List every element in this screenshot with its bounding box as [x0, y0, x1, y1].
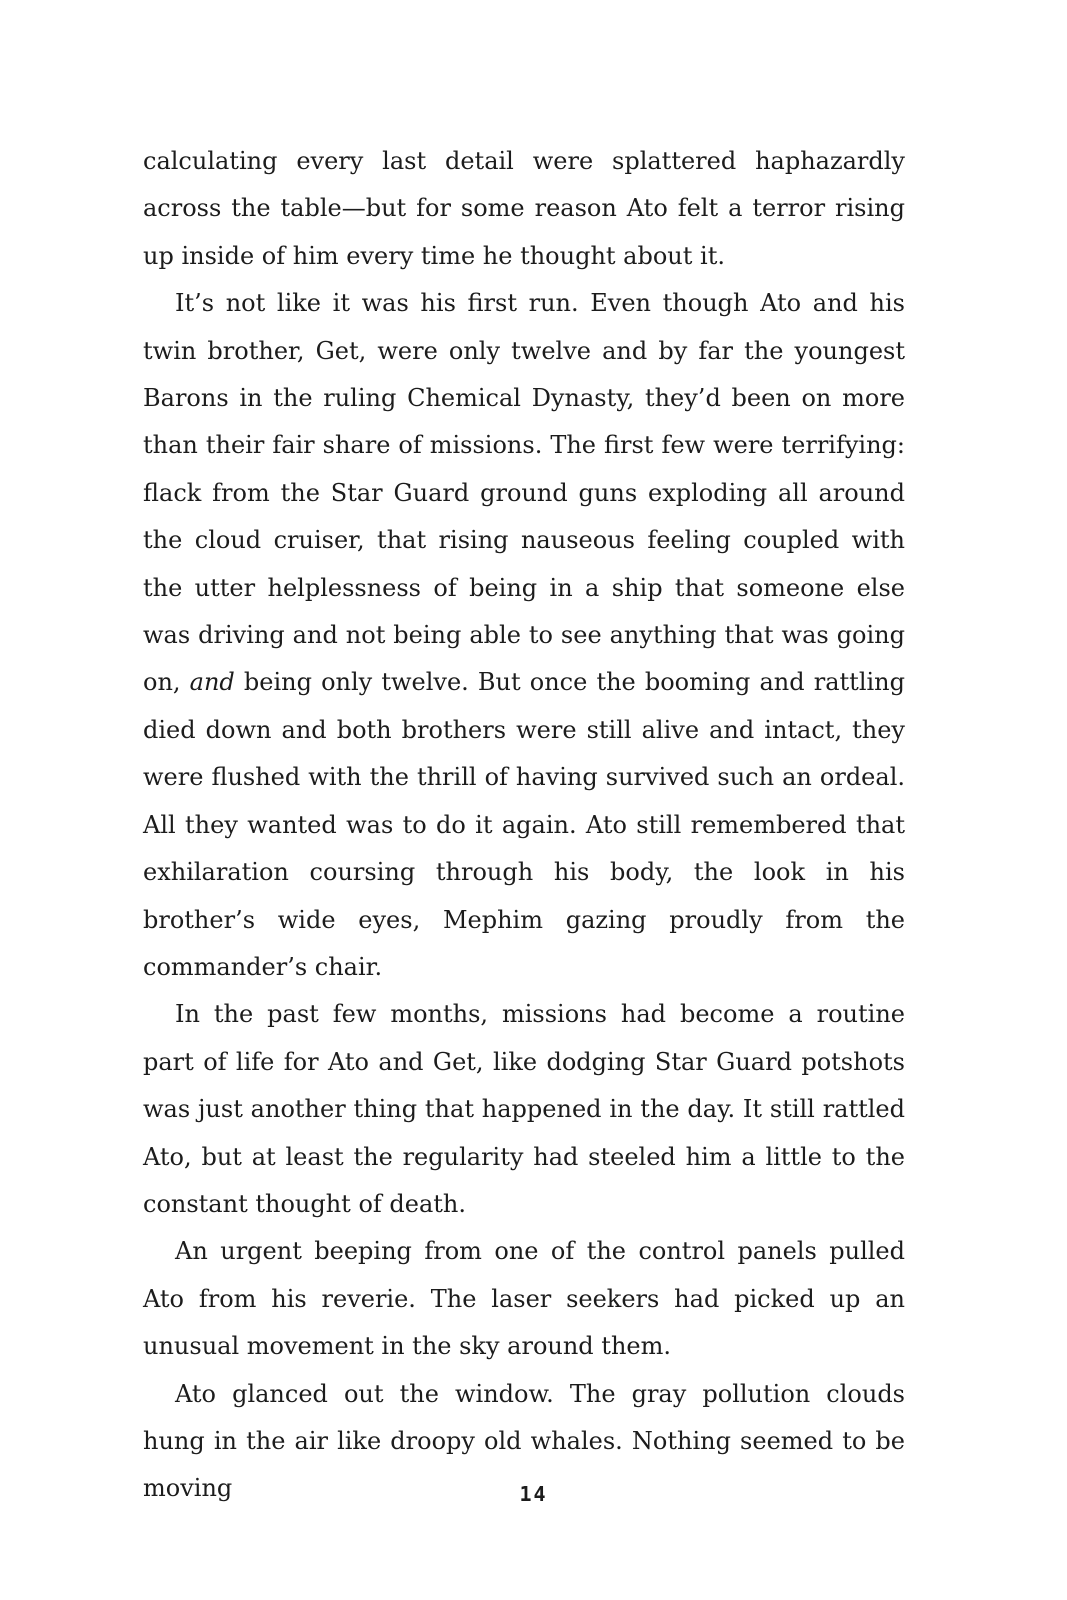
paragraph-text: In the past few months, missions had become a routine part of life for Ato and Get, like dodging Star Guard potshots was just another thing that happened in the day. It still rattled Ato, but at least the regularity had steeled him a little to the constant thought of death. — [143, 1000, 905, 1218]
paragraph-text: being only twelve. But once the booming and rattling died down and both brothers were still alive and intact, they were flushed with the thrill of having survived such an ordeal. All they wanted was to do it again. Ato still remembered that exhilaration coursing through his body, the look in his brother’s wide eyes, Mephim gazing proudly from the commander’s chair. — [143, 668, 905, 981]
paragraph-text: It’s not like it was his first run. Even though Ato and his twin brother, Get, were only twelve and by far the youngest Barons in the ruling Chemical Dynasty, they’d been on more than their fair share of missions. The first few were terrifying: flack from the Star Guard ground guns exploding all around the cloud cruiser, that rising nauseous feeling coupled with the utter helplessness of being in a ship that someone else was driving and not being able to see anything that was going on, — [143, 289, 905, 697]
paragraph-4 — [143, 1228, 905, 1370]
italic-emphasis: and — [189, 668, 235, 697]
body-text — [143, 138, 905, 1513]
paragraph-2 — [143, 280, 905, 991]
paragraph-3 — [143, 991, 905, 1228]
paragraph-1 — [143, 138, 905, 280]
page-number: 14 — [519, 1482, 548, 1506]
paragraph-text: Ato glanced out the window. The gray pollution clouds hung in the air like droopy old whales. Nothing seemed to be moving — [143, 1379, 905, 1503]
paragraph-text: calculating every last detail were splattered haphazardly across the table—but for some reason Ato felt a terror rising up inside of him every time he thought about it. — [143, 147, 905, 270]
paragraph-text: An urgent beeping from one of the control panels pulled Ato from his reverie. The laser seekers had picked up an unusual movement in the sky around them. — [143, 1237, 905, 1361]
